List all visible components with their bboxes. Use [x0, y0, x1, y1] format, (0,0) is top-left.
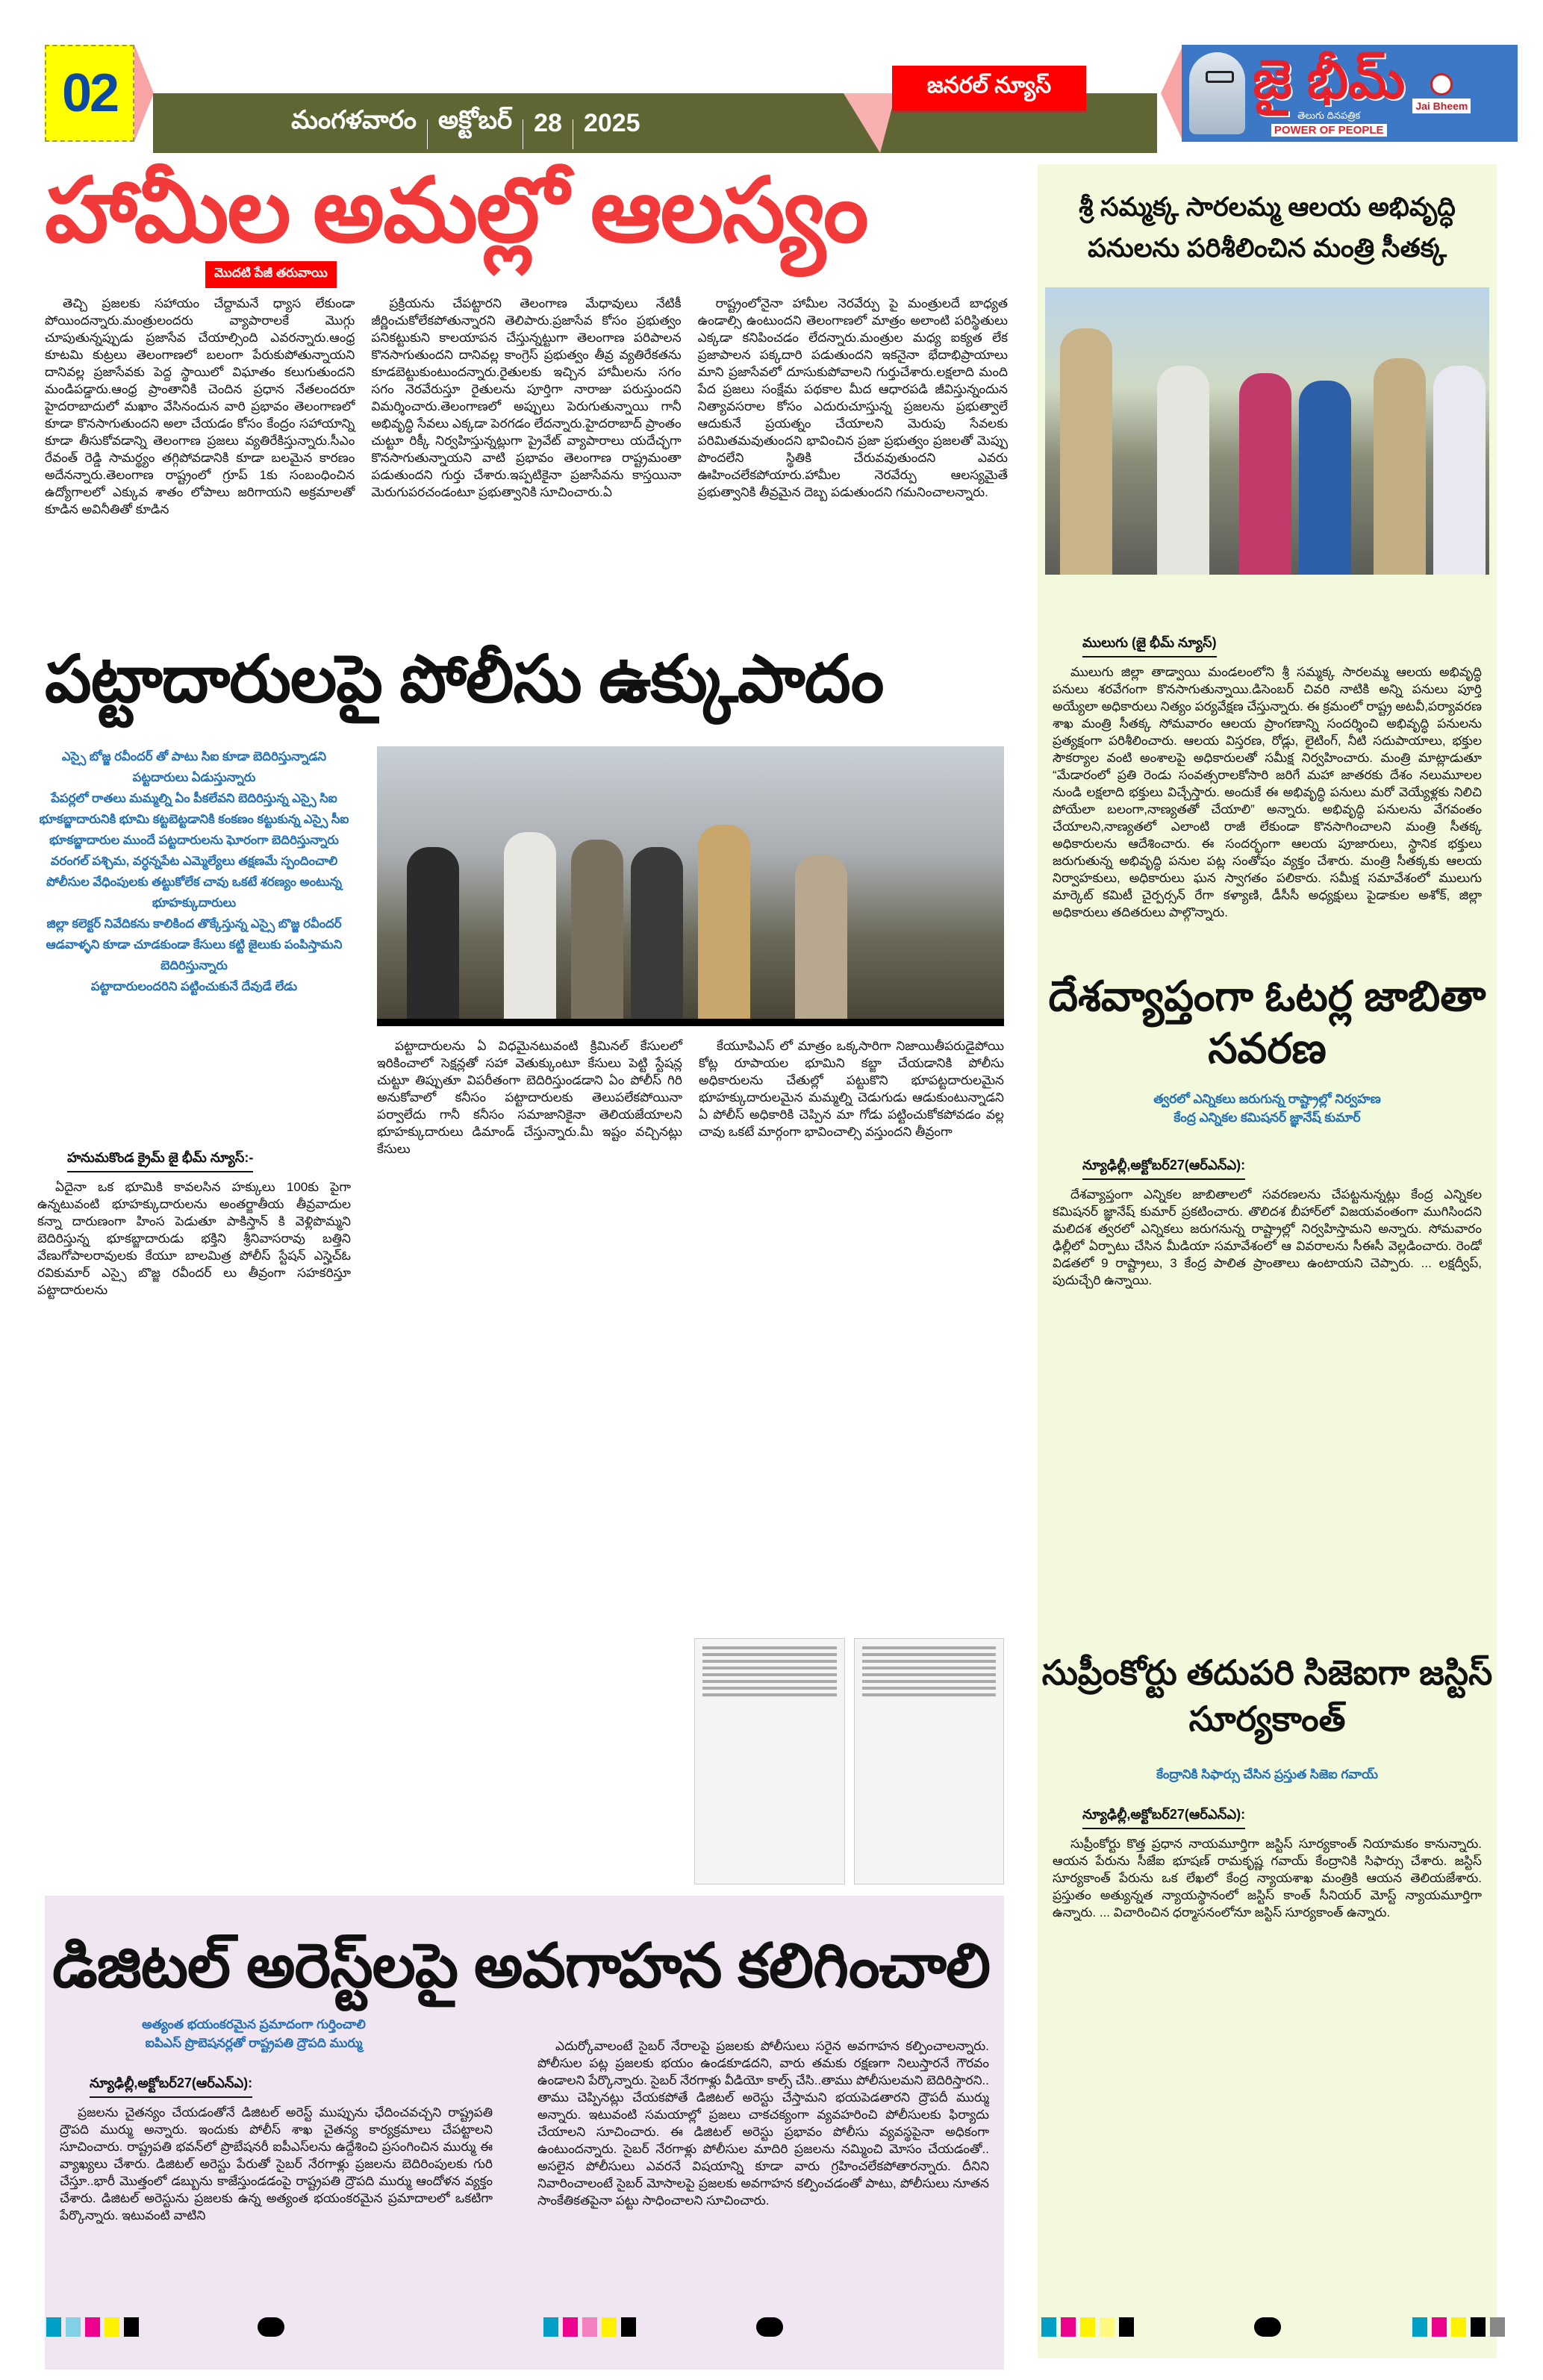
subhead: వరంగల్ పశ్చిమ, వర్ధన్నపేట ఎమ్మెల్యేలు తక్షణమే స్పందించాలి: [50, 855, 338, 868]
registration-dot: [258, 2317, 284, 2337]
logo-arrow: [1161, 45, 1183, 142]
article2-subheads: [37, 746, 351, 997]
sidebar-story2-headline: దేశవ్యాప్తంగా ఓటర్ల జాబితా సవరణ: [1048, 972, 1486, 1072]
article3-headline: డిజిటల్ అరెస్ట్‌లపై అవగాహన కలిగించాలి: [52, 1932, 991, 2000]
sidebar-story2-text: దేశవ్యాప్తంగా ఎన్నికల జాబితాలలో సవరణలను చేపట్టనున్నట్లు కేంద్ర ఎన్నికల కమిషనర్ జ్ఞానేష్ కుమార్ ప్రకటించారు. తొలిదశ బీహార్‌లో విజయవంతంగా ముగిసిందని మలిదశ త్వరలో ఎన్నికలు జరుగనున్న రాష్ట్రాల్లో నిర్వహిస్తామని అన్నారు. సోమవారం ఢిల్లీలో ఏర్పాటు చేసిన మీడియా సమావేశంలో ఆ వివరాలను సీఈసీ వెల్లడించారు. రెండో విడతలో 9 రాష్ట్రాలు, 3 కేంద్ర పాలిత ప్రాంతాలు ఉంటాయని చెప్పారు. ... లక్షద్వీప్, పుదుచ్చేరి ఉన్నాయి.: [1053, 1187, 1482, 1287]
sidebar-story1-body: [1053, 634, 1482, 948]
article3-right-column: [537, 2037, 989, 2358]
document-images: [694, 1638, 1004, 1884]
sidebar-story3-body: [1053, 1806, 1482, 2355]
sidebar-story3-byline: న్యూఢిల్లీ,అక్టోబర్27(ఆర్ఎన్ఎ):: [1082, 1806, 1245, 1829]
article1-col: తెచ్చి ప్రజలకు సహాయం చేద్దామనే ధ్యాస లేకుండా పోయిందన్నారు.మంత్రులందరు వ్యాపారాలకే మొగ్గు చూపుతున్నప్పుడు ప్రజాసేవ చేయాల్సింది ఎవరన్నారు.ఆంధ్ర కూటమి కుట్రలు తెలంగాణలో బలంగా పేరుకుపోతున్నాయని దానివల్ల ప్రజాసేవకు పెద్ద స్థాయిలో విఘాతం కలుగుతుందని మండిపడ్డారు.ఆంధ్ర ప్రాంతానికి చెందిన ప్రధాన నేతలందరూ హైదరాబాదులో మఖాం వేసినందున వారి ప్రభావం తెలంగాణలో కూడా కొనసాగుతుందని అలా చేయడం కోసం కేంద్రం సహాయాన్ని కూడా తీసుకోవడాన్ని తెలంగాణ ప్రజలు వ్యతిరేకిస్తున్నారు.సీఎం రేవంత్ రెడ్డి సామర్థ్యం తగ్గిపోవడానికి కూడా బలమైన కారణం అదేనన్నారు.తెలంగాణ రాష్ట్రంలో గ్రూప్ 1కు సంబంధించిన ఉద్యోగాలలో ఎక్కువ శాతం లోపాలు జరిగాయని అక్రమాలతో కూడిన అవినీతితో కూడిన: [45, 296, 355, 516]
sidebar-story1-byline: ములుగు (జై భీమ్ న్యూస్): [1082, 634, 1217, 658]
article1-col: రాష్ట్రంలోనైనా హామీల నెరవేర్పు పై మంత్రులదే బాధ్యత ఉండాల్సి ఉంటుందని తెలంగాణలో మాత్రం అలాంటి పరిస్థితులు ఎక్కడా కనిపించడం లేదన్నారు.మంత్రుల మధ్య ఐక్యత లేక ప్రజాపాలన పక్కదారి పడుతుందని ఇకనైనా భేదాభిప్రాయాలు మాని ప్రజాసేవలో దూసుకుపోవాలని గుర్తుచేశారు.లక్షలాది మంది పేద ప్రజలు సంక్షేమ పథకాల మీద ఆధారపడి జీవిస్తున్నందున నిత్యావసరాల కోసం ఎదురుచూస్తున్న ప్రజలను ప్రభుత్వాలే ఆదుకునే ప్రయత్నం చేయాలని మెరుపు సేవలకు పరిమితమవుతుందని భావించిన ప్రజా ప్రభుత్వం ప్రజలతో మెప్పు పొందలేని స్థితికి చేరువవుతుందని ఎవరు ఊహించలేకపోయారు.హామీల నెరవేర్పు ఆలస్యమైతే ప్రభుత్వానికి తీవ్రమైన దెబ్బ పడుతుందని గమనించాలన్నారు.: [697, 296, 1008, 499]
color-registration-mark: [543, 2317, 636, 2337]
logo-title: జై భీమ్: [1253, 50, 1406, 110]
color-registration-mark: [1412, 2317, 1505, 2337]
article3-right-text: ఎదుర్కోవాలంటే సైబర్ నేరాలపై ప్రజలకు పోలీసులు సరైన అవగాహన కల్పించాలన్నారు. పోలీసుల పట్ల ప్రజలకు భయం ఉండకూడదని, వారు తమకు రక్షణగా నిలుస్తారనే గౌరవం ఉండాలని పేర్కొన్నారు. సైబర్ నేరగాళ్లు వీడియో కాల్స్ చేసి..తాము పోలీసులమని బెదిరిస్తారని.. తాము చెప్పినట్లు చేయకపోతే డిజిటల్ అరెస్టు చేస్తామని భయపెడతారని ద్రౌపదీ ముర్ము అన్నారు. ఇటువంటి సమయాల్లో ప్రజలు చాకచక్యంగా వ్యవహరించి పోలీసులకు ఫిర్యాదు చేయాలని సూచించారు. ఈ డిజిటల్ అరెస్టు ప్రభావం పోలీసు వ్యవస్థపైనా అధికంగా ఉంటుందన్నారు. సైబర్ నేరగాళ్లు పోలీసుల మాదిరి ప్రజలను నమ్మించి మోసం చేయడంతో.. అసలైన పోలీసులు ఎవరనే విషయాన్ని కూడా వారు గ్రహించలేకపోతారన్నారు. దీనిని నివారించాలంటే సైబర్ మోసాలపై ప్రజలకు అవగాహన కల్పించడంతో పాటు, పోలీసులు నూతన సాంకేతికతపైనా పట్టు సాధించాలని సూచించారు.: [537, 2039, 989, 2208]
subhead: ఐపిఎస్ ప్రొబెషనర్లతో రాష్ట్రపతి ద్రౌపది ముర్ము: [145, 2036, 363, 2050]
sidebar-story3-text: సుప్రీంకోర్టు కొత్త ప్రధాన నాయమూర్తిగా జస్టిస్ సూర్యకాంత్ నియామకం కానున్నారు. ఆయన పేరును సీజేఐ భూషణ్ రామకృష్ణ గవాయ్ కేంద్రానికి సిఫార్సు చేశారు. జస్టిస్ సూర్యకాంత్ పేరును ఒక లేఖలో కేంద్ర న్యాయశాఖ మంత్రికి ఆయన తెలియజేశారు. ప్రస్తుతం అత్యున్నత న్యాయస్థానంలో జస్టిస్ కాంత్ సీనియర్ మోస్ట్ న్యాయమూర్తిగా ఉన్నారు. ... విచారించిన ధర్మాసనంలోనూ జస్టిస్ సూర్యకాంత్ ఉన్నారు.: [1053, 1837, 1482, 1920]
sidebar-story1-text: ములుగు జిల్లా తాడ్వాయి మండలంలోని శ్రీ సమ్మక్క సారలమ్మ ఆలయ అభివృద్ధి పనులు శరవేగంగా కొనసాగుతున్నాయి.డిసెంబర్ చివరి నాటికి అన్ని పనులు పూర్తి అయ్యేలా అధికారులు నిత్యం పర్యవేక్షణ చేస్తున్నారు. ఈ క్రమంలో రాష్ట్ర అటవీ,పర్యావరణ శాఖ మంత్రి సీతక్క సోమవారం ఆలయ ప్రాంగణాన్ని సందర్శించి అభివృద్ధి పనులను ప్రత్యక్షంగా పరిశీలించారు. ఆలయ విస్తరణ, రోడ్లు, లైటింగ్, నీటి సదుపాయాలు, భక్తుల సౌకర్యాల వంటి అంశాలపై అధికారులతో సమీక్ష నిర్వహించారు. మంత్రి మాట్లాడుతూ “మేడారంలో ప్రతి రెండు సంవత్సరాలకోసారి జరిగే మహా జాతరకు దేశం నలుమూలల నుండి లక్షలాది భక్తులు విచ్చేస్తారు. అందుకే ఈ అభివృద్ధి పనులు మరో వెయ్యేళ్లకు నిలిచి పోయేలా బలంగా,నాణ్యతతో చేయాలి” అన్నారు. అభివృద్ధి పనులను వేగవంతం చేయాలని,నాణ్యతలో ఎలాంటి రాజీ లేకుండా కొనసాగించాలని మంత్రి సీతక్క అధికారులను ఆదేశించారు. ఈ సందర్భంగా ఆలయ పూజారులు, స్థానిక భక్తులు జరుగుతున్న అభివృద్ధి పనుల పట్ల సంతోషం వ్యక్తం చేశారు. మంత్రి సీతక్కకు ఆలయ నిర్వాహకులు, అధికారులు ఘన స్వాగతం పలికారు. సమీక్ష సమావేశంలో ములుగు మార్కెట్ కమిటీ చైర్పర్సన్ రేగా కళ్యాణి, డీసీసీ అధ్యక్షులు పైడాకుల అశోక్, జిల్లా అధికారులు తదితరులు పాల్గొన్నారు.: [1053, 665, 1482, 919]
sidebar-story2-byline: న్యూఢిల్లీ,అక్టోబర్27(ఆర్ఎన్ఎ):: [1082, 1157, 1245, 1180]
logo-side-brand: Jai Bheem: [1412, 99, 1471, 113]
subhead: పోలీసుల వేధింపులకు తట్టుకోలేక చావు ఒకటే శరణ్యం అంటున్న భూహక్కుదారులు: [46, 875, 343, 910]
masthead-logo: [1182, 45, 1518, 142]
section-label: జనరల్ న్యూస్: [892, 66, 1086, 110]
registration-dot: [756, 2317, 783, 2337]
article2-columns: [377, 1037, 1004, 1634]
article3-byline: న్యూఢిల్లీ,అక్టోబర్27(ఆర్ఎన్ఎ):: [90, 2075, 252, 2098]
weekday: మంగళవారం: [291, 105, 417, 134]
article2-photo: [377, 746, 1004, 1026]
article3-left-column: [60, 2075, 493, 2358]
subhead: పేపర్లలో రాతలు మమ్మల్ని ఏం పీకలేవని బెదిరిస్తున్న ఎస్సై సిఐ: [51, 792, 337, 805]
emblem-icon: [1430, 73, 1453, 96]
sidebar-story3-subhead: కేంద్రానికి సిఫార్సు చేసిన ప్రస్తుత సిజెఐ గవాయ్: [1156, 1767, 1378, 1781]
sidebar-story2-body: [1053, 1157, 1482, 1627]
logo-tagline: తెలుగు దినపత్రిక: [1297, 110, 1361, 121]
article3-left-text: ప్రజలను చైతన్యం చేయడంతోనే డిజిటల్ అరెస్ట్ ముప్పును ఛేదించవచ్చని రాష్ట్రపతి ద్రౌపది ముర్ము అన్నారు. ఇందుకు పోలీస్ శాఖ చైతన్య కార్యక్రమాలు చేపట్టాలని సూచించారు. రాష్ట్రపతి భవన్‌లో ప్రొబేషనరీ ఐపీఎస్‌లను ఉద్దేశించి ప్రసంగించిన ముర్ము ఈ వ్యాఖ్యలు చేశారు. డిజిటల్ అరెస్టు పేరుతో సైబర్ నేరగాళ్లు ప్రజలను బెదిరింపులకు గురి చేస్తూ..భారీ మొత్తంలో డబ్బును కాజేస్తుండడంపై రాష్ట్రపతి ద్రౌపది ముర్ము ఆందోళన వ్యక్తం చేశారు. డిజిటల్ అరెస్టును ప్రజలకు ఉన్న అత్యంత భయంకరమైన ప్రమాదాలలో ఒకటిగా పేర్కొన్నారు. ఇటువంటి వాటిని: [60, 2105, 493, 2223]
continued-tag: మొదటి పేజీ తరువాయి: [205, 261, 337, 288]
article1-headline: హామీల అమల్లో ఆలస్యం: [45, 160, 867, 260]
sidebar-story1-photo: [1045, 287, 1489, 575]
subhead: కేంద్ర ఎన్నికల కమిషనర్ జ్ఞానేష్ కుమార్: [1173, 1111, 1361, 1125]
subhead: త్వరలో ఎన్నికలు జరుగున్న రాష్ట్రాల్లో నిర్వహణ: [1153, 1092, 1381, 1106]
subhead: జిల్లా కలెక్టర్ నివేదికను కాలికింద తొక్కేస్తున్న ఎస్సై బొజ్జ రవీందర్: [46, 917, 342, 931]
subhead: భూకబ్జాదారునికి భూమి కట్టబెట్టడానికి కంకణం కట్టుకున్న ఎస్సై సీఐ: [39, 813, 349, 826]
sidebar-story1-headline: శ్రీ సమ్మక్క సారలమ్మ ఆలయ అభివృద్ధి పనులను పరిశీలించిన మంత్రి సీతక్క: [1079, 193, 1456, 263]
issue-date: [291, 97, 640, 149]
color-registration-mark: [1041, 2317, 1134, 2337]
year: 2025: [583, 108, 640, 137]
subhead: అత్యంత భయంకరమైన ప్రమాదంగా గుర్తించాలి: [142, 2017, 366, 2031]
subhead: భూకబ్జాదారుల ముందే పట్టదారులను ఘోరంగా బెదిరిస్తున్నారు: [49, 834, 339, 847]
subhead: పట్టాదారులందరిని పట్టించుకునే దేవుడే లేడు: [90, 980, 298, 993]
article2-col: పట్టాదారులను ఏ విధమైనటువంటి క్రిమినల్ కేసులలో ఇరికించాలో సెక్షన్లతో సహా వెతుక్కుంటూ కేసులు పెట్టి స్టేషన్ల చుట్టూ తిప్పుతూ విపరీతంగా బెదిరిస్తుండడాని ఏం పోలీస్ గిరి అనుకోవాలో కనీసం పట్టాదారులకు తెలుపలేకపోయినా పర్వాలేదు గానీ కనీసం సమాజానికైనా తెలియజేయాలని భూహక్కుదారులు డిమాండ్ చేస్తున్నారు.మీ ఇష్టం వచ్చినట్లు కేసులు: [377, 1039, 682, 1156]
page-number: 02: [45, 45, 134, 142]
sidebar-story2-subheads: [1038, 1090, 1497, 1127]
document-image: [854, 1638, 1005, 1884]
sidebar-story3-headline: సుప్రీంకోర్టు తదుపరి సిజెఐగా జస్టిస్ సూర్యకాంత్: [1041, 1653, 1493, 1738]
article2-left-column: [37, 1149, 351, 1888]
document-image: [694, 1638, 845, 1884]
month: అక్టోబర్: [438, 105, 513, 134]
registration-dot: [1254, 2317, 1281, 2337]
article2-col: కేయూపిఎస్ లో మాత్రం ఒక్కసారిగా నిజాయితీపరుడైపోయి కోట్ల రూపాయల భూమిని కబ్జా చేయడానికి పోలీసు అధికారులను చేతుల్లో పట్టుకొని భూపట్టదారులమైన భూహక్కుదారులమైన మమ్మల్ని చెడుగుడు ఆడుకుంటున్నాడని ఏ పోలీస్ అధికారికి చెప్పిన మా గోడు పట్టించుకోకపోవడం వల్ల చావు ఒకటే మార్గంగా భావించాల్సి వస్తుందని తీవ్రంగా: [699, 1039, 1004, 1139]
article1-body: [45, 295, 1008, 623]
page-number-arrow: [134, 45, 154, 142]
color-registration-mark: [46, 2317, 139, 2337]
logo-english: POWER OF PEOPLE: [1271, 124, 1387, 137]
day: 28: [534, 108, 562, 137]
article3-subheads: [67, 2015, 440, 2052]
article2-left-text: ఏదైనా ఒక భూమికి కావలసిన హక్కులు 100కు పైగా ఉన్నటువంటి భూహక్కుదారులను అంతర్జాతీయ తీవ్రవాదుల కన్నా దారుణంగా హింస పెడుతూ పాకిస్తాన్ కి వెళ్లిపొమ్మని బెదిరిస్తున్న భూకబ్జాదారుడు భక్తిని శ్రీనివాసరావు బత్తిని వేణుగోపాలరావులకు కేయూ బాలమిత్ర పోలీస్ స్టేషన్ ఎస్హెచ్ఓ రవికుమార్ ఎస్సై బొజ్జ రవీందర్ లు తీవ్రంగా సహకరిస్తూ పట్టాదారులను: [37, 1180, 351, 1297]
subhead: ఆడవాళ్ళని కూడా చూడకుండా కేసులు కట్టి జైలుకు పంపిస్తామని బెదిరిస్తున్నారు: [46, 938, 343, 972]
ambedkar-portrait-icon: [1189, 52, 1245, 134]
subhead: ఎస్సై బోజ్జ రవీందర్ తో పాటు సిఐ కూడా బెదిరిస్తున్నాడని పట్టదారులు ఏడుస్తున్నారు: [61, 750, 327, 784]
article2-headline: పట్టాదారులపై పోలీసు ఉక్కుపాదం: [45, 642, 884, 716]
article2-byline: హనుమకొండ క్రైమ్ జై భీమ్ న్యూస్:-: [67, 1149, 253, 1172]
article1-col: ప్రక్రియను చేపట్టారని తెలంగాణ మేధావులు నేటికీ జీర్ణించుకోలేకపోతున్నారని తెలిపారు.ప్రజాసేవ కోసం ప్రభుత్వం పనికట్టుకుని కాలయాపన చేస్తున్నట్టుగా తెలంగాణ పరిపాలన కొనసాగుతుందని దానివల్ల కాంగ్రెస్ ప్రభుత్వం తీవ్ర వ్యతిరేకతను కూడబెట్టుకుంటుందన్నారు.రైతులకు ఇచ్చిన హామీలను సగం సగం నెరవేరుస్తూ రైతులను పూర్తిగా నారాజు పరుస్తుందని విమర్శించారు.తెలంగాణలో అప్పులు పెరుగుతున్నాయి గానీ అభివృద్ధి సేవలు ఎక్కడా పెరగడం లేదన్నారు.హైదరాబాద్ ప్రాంతం చుట్టూ రిక్కీ నిర్వహిస్తున్నట్లుగా ప్రైవేట్ వ్యాపారాలు యదేచ్ఛగా కొనసాగుతున్నాయని వాటి ప్రభావం తెలంగాణ రాష్ట్రమంతా పడుతుందని గుర్తు చేశారు.ఇప్పటికైనా ప్రజాసేవను కాస్తయినా మెరుగుపరచండంటూ ప్రభుత్వానికి సూచించారు.ఏ: [371, 296, 682, 499]
